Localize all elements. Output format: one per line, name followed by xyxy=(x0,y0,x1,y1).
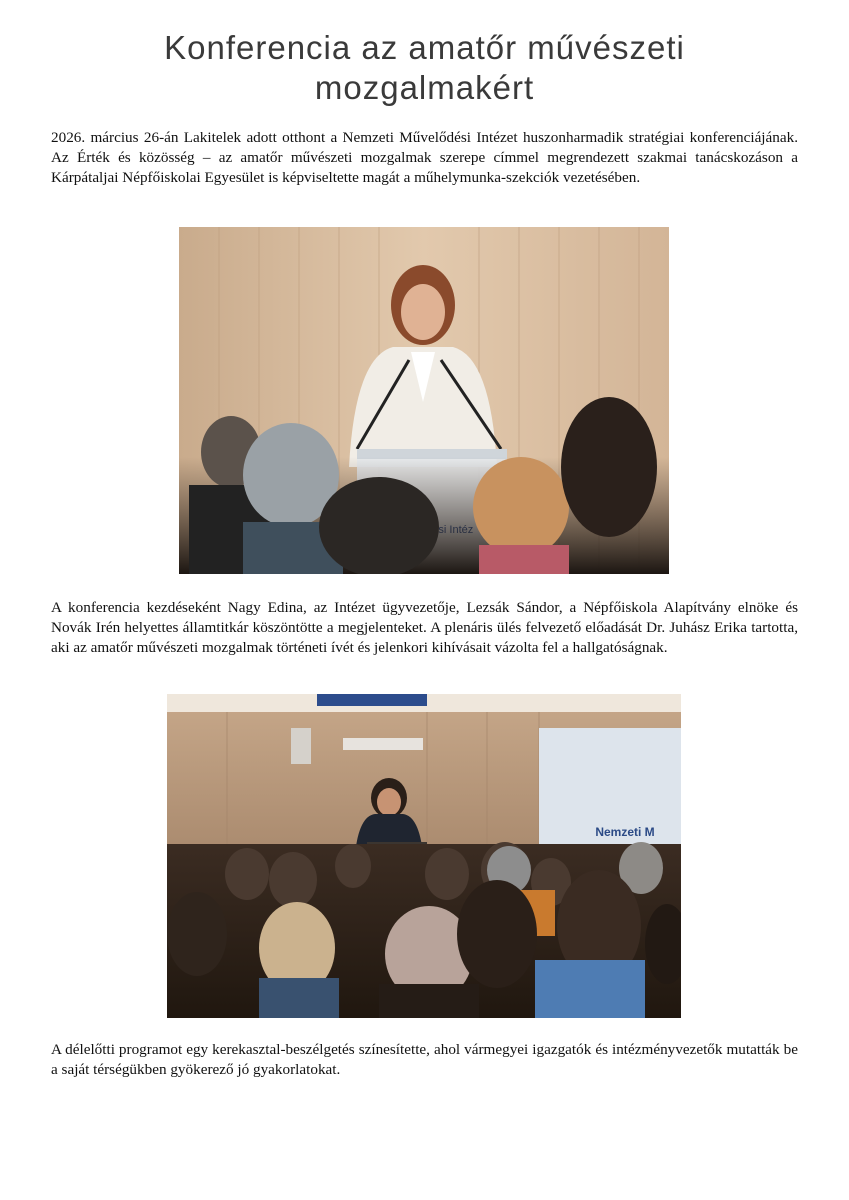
paragraph-opening: A konferencia kezdéseként Nagy Edina, az Intézet ügyvezetője, Lezsák Sándor, a Népfőiskola Alapítvány elnöke és Novák Irén helyettes államtitkár köszöntötte a megjelenteket. A plenáris ülés felvezető előadását Dr. Juhász Erika tartotta, aki az amatőr művészeti mozgalmak történeti ívét és jelenkori kihívásait vázolta fel a hallgatóságnak. xyxy=(51,599,798,656)
paragraph-roundtable: A délelőtti programot egy kerekasztal-beszélgetés színesítette, ahol vármegyei igazgatók és intézményvezetők mutatták be a saját térségükben gyökerező jó gyakorlatokat. xyxy=(51,1041,798,1078)
paragraph-intro: 2026. március 26-án Lakitelek adott otthont a Nemzeti Művelődési Intézet huszonharmadik stratégiai konferenciájának. Az Érték és közösség – az amatőr művészeti mozgalmak szerepe címmel megrendezett szakmai tanácskozáson a Kárpátaljai Népfőiskolai Egyesület is képviseltette magát a műhelymunka-szekciók vezetésében. xyxy=(51,129,798,186)
photo-speaker-at-podium xyxy=(179,227,669,574)
title-line-2: mozgalmakért xyxy=(314,69,535,106)
banner-text: Nemzeti M xyxy=(595,825,655,839)
title-line-1: Konferencia az amatőr művészeti xyxy=(164,29,685,66)
photo-plenary-audience xyxy=(167,694,681,1018)
page-title xyxy=(0,28,849,108)
